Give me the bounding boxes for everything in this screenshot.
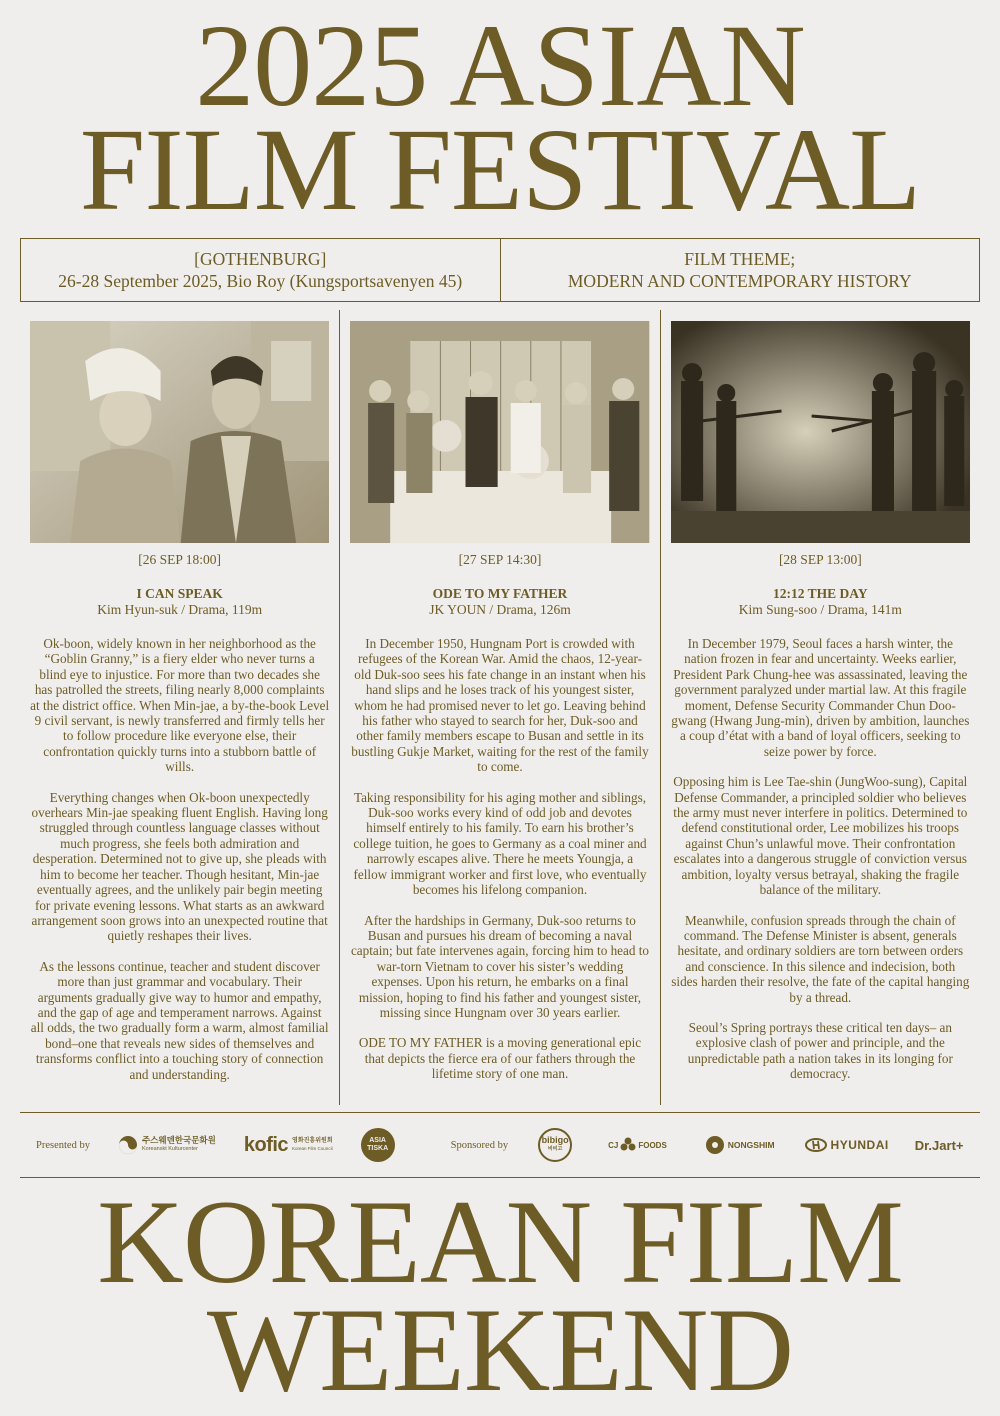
film-title: ODE TO MY FATHER — [432, 586, 568, 601]
presented-by-label: Presented by — [36, 1139, 90, 1151]
theme-value: MODERN AND CONTEMPORARY HISTORY — [567, 271, 912, 291]
festival-title — [0, 0, 1000, 235]
hyundai-emblem-icon — [805, 1138, 827, 1152]
synopsis-paragraph: As the lessons continue, teacher and student discover more than just grammar and vocabulary. Their arguments gradually give way to humor and empathy, and the gap of age and temperament narrows. Against all odds, the two gradually form a warm, almost familial bond–one that reveals new sides of themselves and transforms conflict into a touching story of connection and understanding. — [30, 958, 329, 1082]
info-bar — [20, 238, 980, 302]
venue-info — [21, 239, 500, 301]
synopsis-paragraph: Opposing him is Lee Tae-shin (JungWoo-sung), Capital Defense Commander, a principled soldier who believes the army must never interfere in politics. Determined to defend constitutional order, Lee mobilizes his troops against Chun’s unlawful move. Their confrontation escalates into a dangerous struggle of conviction versus ambition, loyalty versus betrayal, shaking the fragile balance of the military. — [673, 774, 968, 898]
bibigo-wordmark-kr: 비비고 — [547, 1146, 563, 1152]
sponsored-by-label: Sponsored by — [450, 1139, 509, 1151]
kofic-name-en: Korean Film Council — [292, 1146, 333, 1151]
bibigo-logo — [538, 1128, 572, 1162]
cj-wordmark: CJ — [608, 1140, 619, 1150]
film-card-i-can-speak — [20, 310, 339, 1105]
taegeuk-icon — [118, 1135, 138, 1155]
screening-date: [28 SEP 13:00] — [778, 552, 862, 567]
synopsis-paragraph: After the hardships in Germany, Duk-soo returns to Busan and pursues his dream of becoming a naval captain; but fate intervenes again, forcing him to head to war-torn Vietnam to cover his sister’s wedding expenses. Upon his return, he embarks on a final mission, hoping to find his father and youngest sister, missing since Hungnam over 30 years earlier. — [350, 912, 650, 1020]
synopsis-paragraph: Everything changes when Ok-boon unexpectedly overhears Min-jae speaking fluent English. Having long struggled through countless language classes without much progress, she feels both admiration and desperation. Determined not to give up, she pleads with him to become her teacher. Though hesitant, Min-jae eventually agrees, and the unlikely pair begin meeting for private evening lessons. What starts as an awkward arrangement soon grows into an unexpected routine that quietly reshapes their lives. — [31, 789, 328, 944]
weekend-title-line2: WEEKEND — [206, 1283, 794, 1416]
hyundai-wordmark: HYUNDAI — [830, 1138, 889, 1152]
film-synopsis — [30, 636, 329, 1082]
synopsis-paragraph: Taking responsibility for his aging mother and siblings, Duk-soo works every kind of odd job and devotes himself entirely to his family. To earn his brother’s college tuition, he goes to Germany as a coal miner and narrowly escapes alive. There he meets Youngja, a fellow immigrant worker and first love, who eventually becomes his lifelong companion. — [353, 789, 647, 898]
film-card-ode-to-my-father — [339, 310, 659, 1105]
nongshim-wordmark: NONGSHIM — [727, 1140, 775, 1150]
asiatiska-line1: ASIA — [369, 1137, 386, 1144]
film-card-12-12-the-day — [660, 310, 980, 1105]
synopsis-paragraph: In December 1979, Seoul faces a harsh winter, the nation frozen in fear and uncertainty. Weeks earlier, President Park Chung-hee was assassinated, leaving the government paralyzed under martial law. At this fragile moment, Defense Security Commander Chun Doo-gwang (Hwang Jung-min), driven by ambition, launches a coup d’état with a band of loyal officers, seeking to seize power by force. — [671, 636, 970, 759]
film-still-i-can-speak — [30, 321, 329, 543]
synopsis-paragraph: ODE TO MY FATHER is a moving generational epic that depicts the fierce era of our fathers through the lifetime story of one man. — [358, 1035, 642, 1082]
film-meta: JK YOUN / Drama, 126m — [429, 602, 571, 617]
screening-date: [26 SEP 18:00] — [138, 552, 222, 567]
venue-details: 26-28 September 2025, Bio Roy (Kungsportsavenyen 45) — [58, 271, 463, 291]
film-synopsis — [671, 636, 970, 1082]
presenter-name-kr: 주스웨덴한국문화원 — [141, 1135, 216, 1145]
film-meta: Kim Hyun-suk / Drama, 119m — [97, 602, 263, 617]
drjart-logo: Dr.Jart+ — [914, 1137, 964, 1153]
film-still-ode-to-my-father — [350, 321, 649, 543]
synopsis-paragraph: Ok-boon, widely known in her neighborhood as the “Goblin Granny,” is a fiery elder who never turns a blind eye to injustice. For more than two decades she has patrolled the streets, filing nearly 8,000 complaints at the district office. When Min-jae, a by-the-book Level 9 civil servant, is newly transferred and firmly tells her to follow procedure like everyone else, their confrontation quickly turns into a stubborn battle of wills. — [30, 636, 330, 775]
asiatiska-line2: TISKA — [367, 1145, 389, 1152]
film-listing — [20, 310, 980, 1105]
kofic-name-kr: 영화진흥위원회 — [292, 1138, 333, 1144]
cj-foods-wordmark: FOODS — [638, 1140, 667, 1150]
theme-info — [500, 239, 980, 301]
weekend-title-line1: KOREAN FILM — [97, 1175, 903, 1308]
screening-date: [27 SEP 14:30] — [458, 552, 542, 567]
weekend-title — [0, 1175, 1000, 1416]
korean-culture-center-logo — [118, 1135, 216, 1155]
film-title: 12:12 THE DAY — [773, 586, 868, 601]
synopsis-paragraph: Meanwhile, confusion spreads through the chain of command. The Defense Minister is absent, generals hesitate, and ordinary soldiers are torn between orders and conscience. In this silence and indecision, both sides harden their resolve, the fate of the capital hanging by a thread. — [671, 912, 970, 1005]
film-synopsis — [350, 636, 649, 1082]
film-still-12-12-the-day — [671, 321, 970, 543]
theme-label: FILM THEME; — [684, 249, 796, 269]
film-title: I CAN SPEAK — [136, 586, 223, 601]
cj-foods-logo — [608, 1137, 667, 1153]
synopsis-paragraph: Seoul’s Spring portrays these critical ten days– an explosive clash of power and principle, and the unpredictable path a nation takes in its longing for democracy. — [687, 1019, 953, 1082]
festival-title-line1: 2025 ASIAN — [195, 0, 805, 131]
festival-title-line2: FILM FESTIVAL — [79, 104, 921, 235]
hyundai-logo — [805, 1138, 889, 1152]
presenter-name-en: Koreanskt Kulturcenter — [141, 1146, 198, 1152]
film-meta: Kim Sung-soo / Drama, 141m — [738, 602, 902, 617]
venue-city: [GOTHENBURG] — [194, 249, 327, 269]
bibigo-wordmark: bibigo — [541, 1135, 569, 1145]
kofic-wordmark: kofic — [243, 1133, 289, 1156]
nongshim-emblem-icon — [705, 1135, 725, 1155]
kofic-logo — [244, 1134, 333, 1157]
synopsis-paragraph: In December 1950, Hungnam Port is crowded with refugees of the Korean War. Amid the chaos, 12-year-old Duk-soo sees his fate change in an instant when his hand slips and he loses track of his youngest sister, whom he had promised never to let go. Leaving behind his father who stayed to search for her, Duk-soo and other family members escape to Busan and settle in its bustling Gukje Market, waiting for the rest of the family to come. — [351, 636, 649, 775]
nongshim-logo — [705, 1135, 775, 1155]
sponsor-bar — [20, 1112, 980, 1178]
asiatiska-logo — [361, 1128, 395, 1162]
cj-flower-icon — [620, 1137, 636, 1153]
